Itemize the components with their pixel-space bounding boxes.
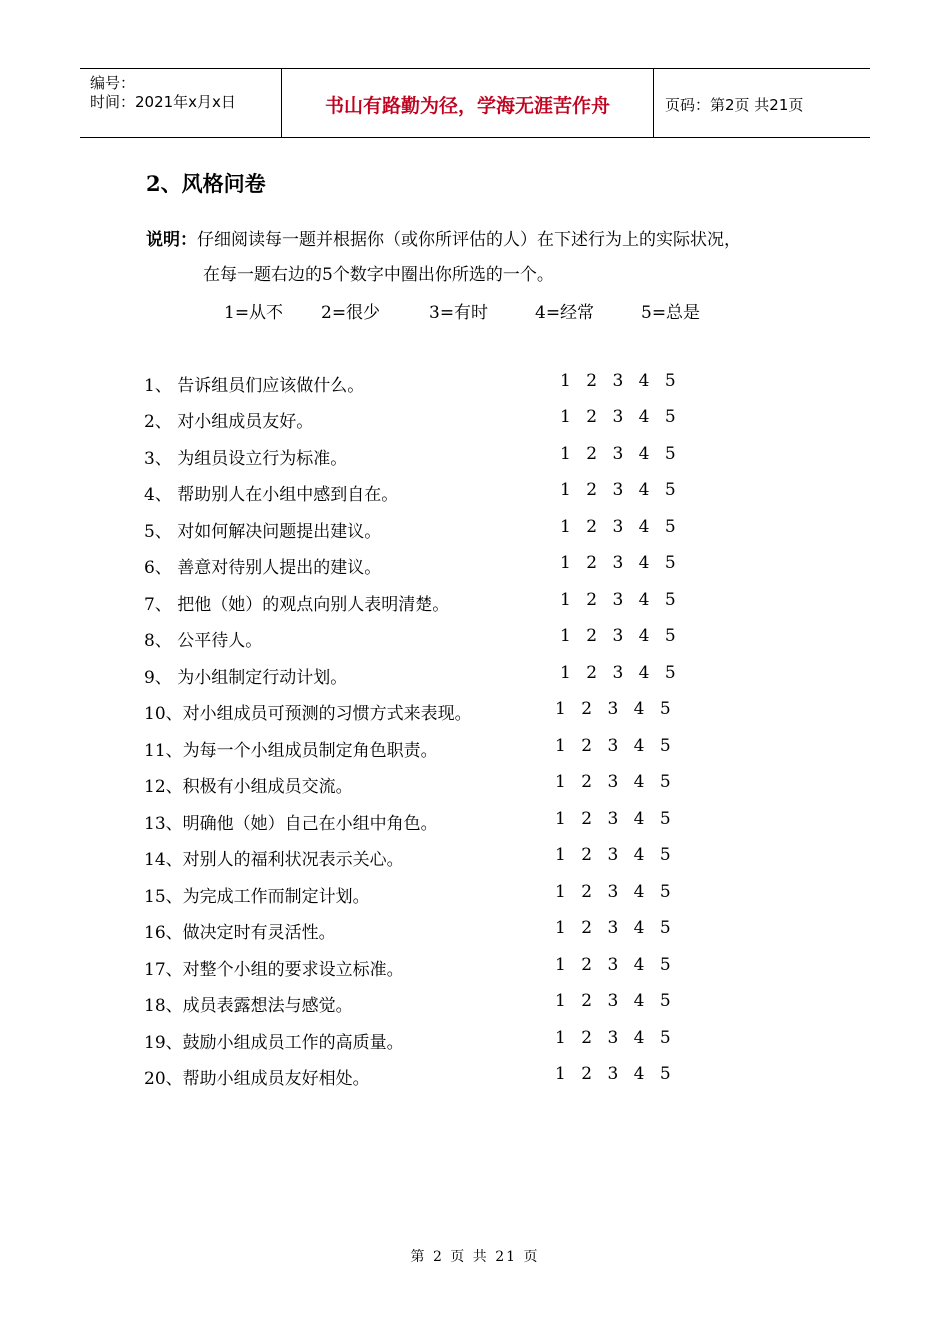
answer-options[interactable]: 1 2 3 4 5 bbox=[560, 371, 681, 391]
question-text: 10、对小组成员可预测的习惯方式来表现。 bbox=[144, 704, 472, 724]
question-text: 19、鼓励小组成员工作的高质量。 bbox=[144, 1033, 404, 1053]
answer-options[interactable]: 1 2 3 4 5 bbox=[560, 517, 681, 537]
answer-options[interactable]: 1 2 3 4 5 bbox=[560, 663, 681, 683]
answer-options[interactable]: 1 2 3 4 5 bbox=[560, 407, 681, 427]
question-text: 3、 为组员设立行为标准。 bbox=[144, 449, 348, 469]
instructions-text-1: 仔细阅读每一题并根据你（或你所评估的人）在下述行为上的实际状况， bbox=[197, 230, 741, 250]
question-text: 6、 善意对待别人提出的建议。 bbox=[144, 558, 382, 578]
answer-options[interactable]: 1 2 3 4 5 bbox=[555, 955, 676, 975]
scale-item-3: 3=有时 bbox=[429, 303, 489, 323]
question-text: 5、 对如何解决问题提出建议。 bbox=[144, 522, 382, 542]
question-text: 2、 对小组成员友好。 bbox=[144, 412, 314, 432]
question-text: 7、 把他（她）的观点向别人表明清楚。 bbox=[144, 595, 450, 615]
question-text: 11、为每一个小组成员制定角色职责。 bbox=[144, 741, 438, 761]
header-page-info: 页码：第2页 共21页 bbox=[665, 96, 804, 114]
document-time-label: 时间：2021年x月x日 bbox=[90, 93, 236, 111]
answer-options[interactable]: 1 2 3 4 5 bbox=[560, 553, 681, 573]
header-motto: 书山有路勤为径，学海无涯苦作舟 bbox=[324, 95, 610, 117]
answer-options[interactable]: 1 2 3 4 5 bbox=[555, 1064, 676, 1084]
header-motto-cell bbox=[282, 69, 654, 137]
question-text: 16、做决定时有灵活性。 bbox=[144, 923, 336, 943]
question-text: 1、 告诉组员们应该做什么。 bbox=[144, 376, 365, 396]
scale-item-4: 4=经常 bbox=[535, 303, 595, 323]
instructions-line-1 bbox=[146, 225, 741, 250]
scale-item-1: 1=从不 bbox=[224, 303, 284, 323]
answer-options[interactable]: 1 2 3 4 5 bbox=[555, 845, 676, 865]
scale-item-5: 5=总是 bbox=[641, 303, 701, 323]
answer-options[interactable]: 1 2 3 4 5 bbox=[560, 590, 681, 610]
answer-options[interactable]: 1 2 3 4 5 bbox=[560, 444, 681, 464]
answer-options[interactable]: 1 2 3 4 5 bbox=[555, 918, 676, 938]
question-text: 12、积极有小组成员交流。 bbox=[144, 777, 353, 797]
question-text: 15、为完成工作而制定计划。 bbox=[144, 887, 370, 907]
question-text: 14、对别人的福利状况表示关心。 bbox=[144, 850, 404, 870]
question-text: 4、 帮助别人在小组中感到自在。 bbox=[144, 485, 399, 505]
question-text: 18、成员表露想法与感觉。 bbox=[144, 996, 353, 1016]
answer-options[interactable]: 1 2 3 4 5 bbox=[555, 736, 676, 756]
question-text: 17、对整个小组的要求设立标准。 bbox=[144, 960, 404, 980]
question-text: 20、帮助小组成员友好相处。 bbox=[144, 1069, 370, 1089]
answer-options[interactable]: 1 2 3 4 5 bbox=[555, 882, 676, 902]
header-page-cell bbox=[654, 69, 870, 137]
page-header bbox=[80, 68, 870, 138]
question-text: 13、明确他（她）自己在小组中角色。 bbox=[144, 814, 438, 834]
section-title: 2、风格问卷 bbox=[146, 171, 266, 196]
answer-options[interactable]: 1 2 3 4 5 bbox=[555, 1028, 676, 1048]
page-footer: 第 2 页 共 21 页 bbox=[410, 1249, 540, 1265]
answer-options[interactable]: 1 2 3 4 5 bbox=[555, 991, 676, 1011]
instructions-line-2: 在每一题右边的5个数字中圈出你所选的一个。 bbox=[203, 265, 554, 285]
instructions-label: 说明： bbox=[146, 230, 197, 250]
header-meta-cell bbox=[80, 69, 282, 137]
answer-options[interactable]: 1 2 3 4 5 bbox=[560, 480, 681, 500]
document-number-label: 编号： bbox=[90, 74, 136, 92]
answer-options[interactable]: 1 2 3 4 5 bbox=[560, 626, 681, 646]
answer-options[interactable]: 1 2 3 4 5 bbox=[555, 809, 676, 829]
answer-options[interactable]: 1 2 3 4 5 bbox=[555, 699, 676, 719]
question-text: 8、 公平待人。 bbox=[144, 631, 263, 651]
question-text: 9、 为小组制定行动计划。 bbox=[144, 668, 348, 688]
answer-options[interactable]: 1 2 3 4 5 bbox=[555, 772, 676, 792]
scale-item-2: 2=很少 bbox=[321, 303, 381, 323]
